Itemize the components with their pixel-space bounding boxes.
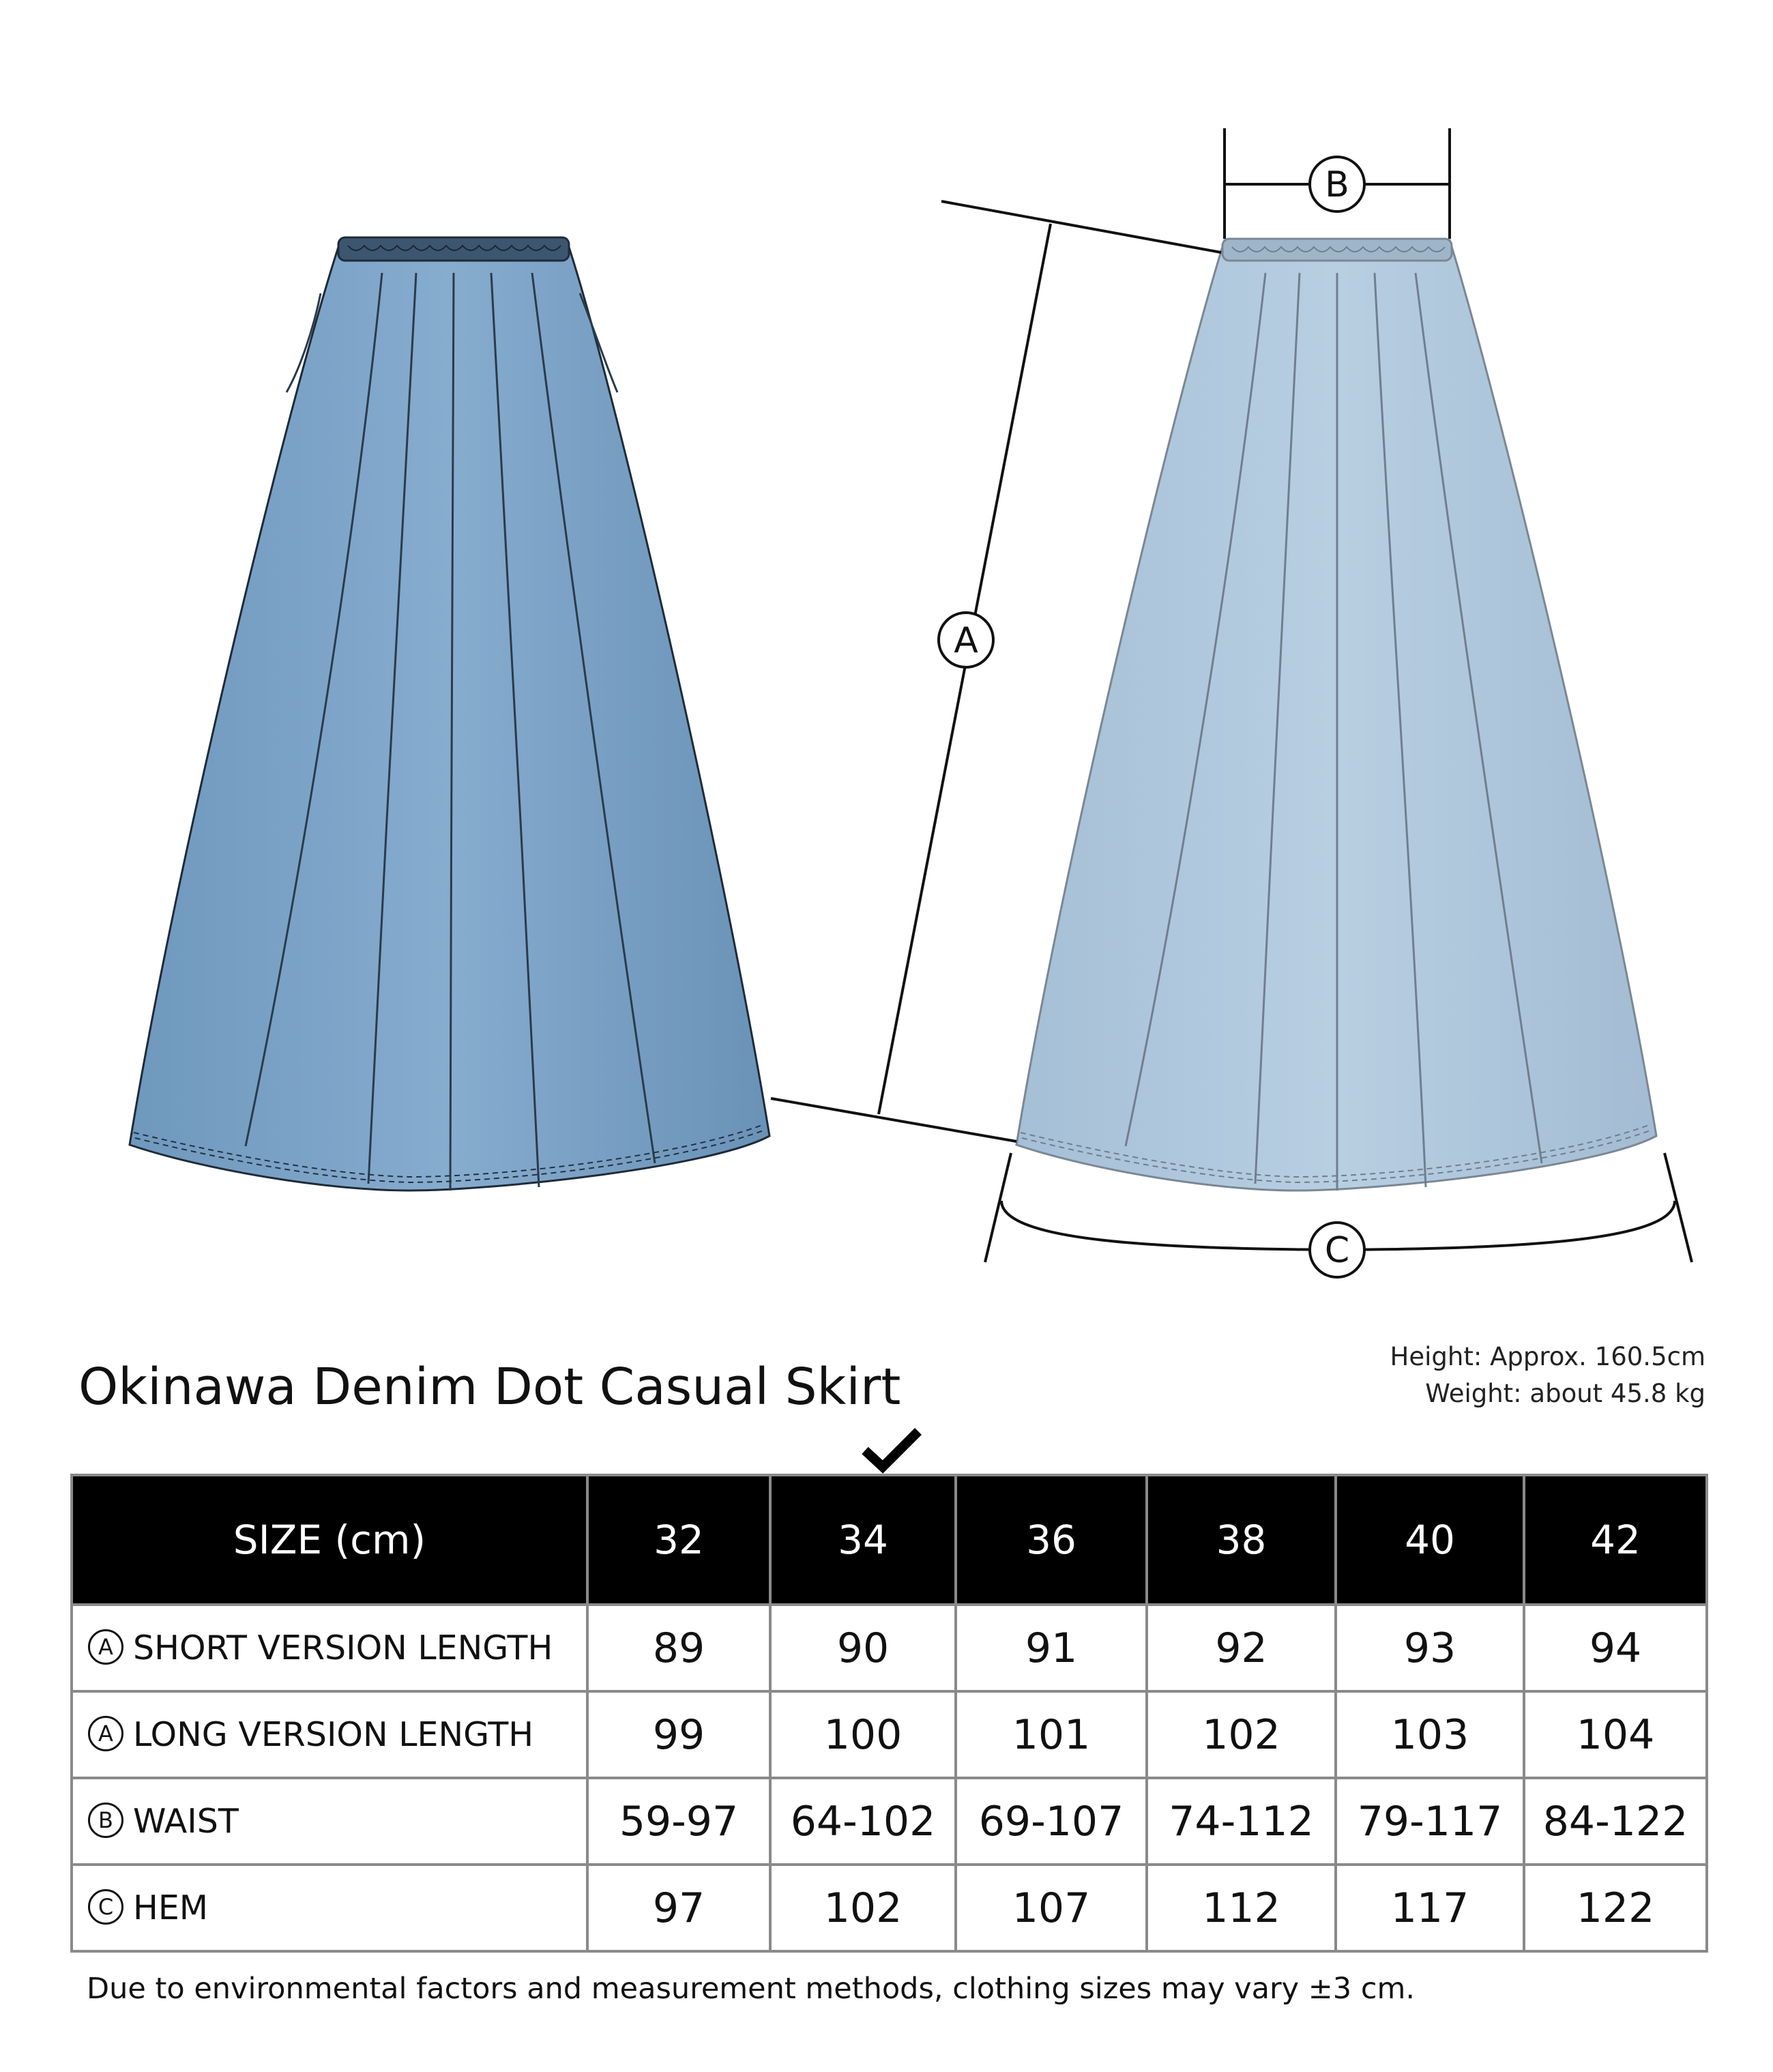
size-column-header: 34 [770, 1475, 956, 1605]
size-column-header: 38 [1147, 1475, 1336, 1605]
table-cell: 94 [1524, 1605, 1707, 1691]
table-cell: 59-97 [587, 1778, 770, 1865]
table-cell: 92 [1147, 1605, 1336, 1691]
size-column-header: 42 [1524, 1475, 1707, 1605]
table-cell: 104 [1524, 1691, 1707, 1778]
size-column-header: 36 [956, 1475, 1147, 1605]
table-cell: 100 [770, 1691, 956, 1778]
table-cell: 107 [956, 1865, 1147, 1951]
table-cell: 117 [1336, 1865, 1524, 1951]
front-skirt-body [130, 239, 770, 1191]
table-cell: 74-112 [1147, 1778, 1336, 1865]
table-cell: 69-107 [956, 1778, 1147, 1865]
row-label: A LONG VERSION LENGTH [72, 1691, 587, 1778]
svg-text:A: A [954, 620, 978, 661]
row-label: C HEM [72, 1865, 587, 1951]
svg-text:C: C [1324, 1230, 1350, 1271]
row-label: A SHORT VERSION LENGTH [72, 1605, 587, 1691]
table-cell: 84-122 [1524, 1778, 1707, 1865]
row-label: B WAIST [72, 1778, 587, 1865]
size-header-row [72, 1475, 1707, 1605]
table-row [72, 1778, 1707, 1865]
table-cell: 102 [1147, 1691, 1336, 1778]
model-height: Height: Approx. 160.5cm [1390, 1342, 1705, 1371]
svg-text:B: B [1325, 164, 1349, 205]
table-cell: 102 [770, 1865, 956, 1951]
size-table [70, 1474, 1708, 1953]
back-skirt-drawing [1016, 239, 1656, 1191]
circled-letter-icon: C [88, 1889, 123, 1925]
product-title: Okinawa Denim Dot Casual Skirt [78, 1358, 901, 1416]
table-cell: 91 [956, 1605, 1147, 1691]
size-column-header: 32 [587, 1475, 770, 1605]
table-cell: 79-117 [1336, 1778, 1524, 1865]
table-cell: 90 [770, 1605, 956, 1691]
circled-letter-icon: A [88, 1716, 123, 1751]
circled-letter-icon: A [88, 1629, 123, 1665]
front-waistband [338, 237, 569, 261]
table-cell: 112 [1147, 1865, 1336, 1951]
table-cell: 93 [1336, 1605, 1524, 1691]
table-cell: 89 [587, 1605, 770, 1691]
size-header-label: SIZE (cm) [72, 1475, 587, 1605]
table-cell: 99 [587, 1691, 770, 1778]
marker-b [1310, 157, 1364, 211]
table-cell: 103 [1336, 1691, 1524, 1778]
table-cell: 101 [956, 1691, 1147, 1778]
size-footnote: Due to environmental factors and measurement methods, clothing sizes may vary ±3 cm. [87, 1972, 1416, 2006]
table-cell: 122 [1524, 1865, 1707, 1951]
model-weight: Weight: about 45.8 kg [1425, 1379, 1705, 1408]
marker-a [939, 613, 993, 667]
table-row [72, 1691, 1707, 1778]
marker-c [1310, 1223, 1364, 1277]
front-skirt-drawing [130, 237, 770, 1191]
selected-size-check-icon [861, 1426, 922, 1474]
model-info [1390, 1339, 1705, 1412]
table-cell: 64-102 [770, 1778, 956, 1865]
back-waistband [1222, 239, 1452, 261]
table-row [72, 1865, 1707, 1951]
table-row [72, 1605, 1707, 1691]
circled-letter-icon: B [88, 1803, 123, 1838]
size-column-header: 40 [1336, 1475, 1524, 1605]
table-cell: 97 [587, 1865, 770, 1951]
